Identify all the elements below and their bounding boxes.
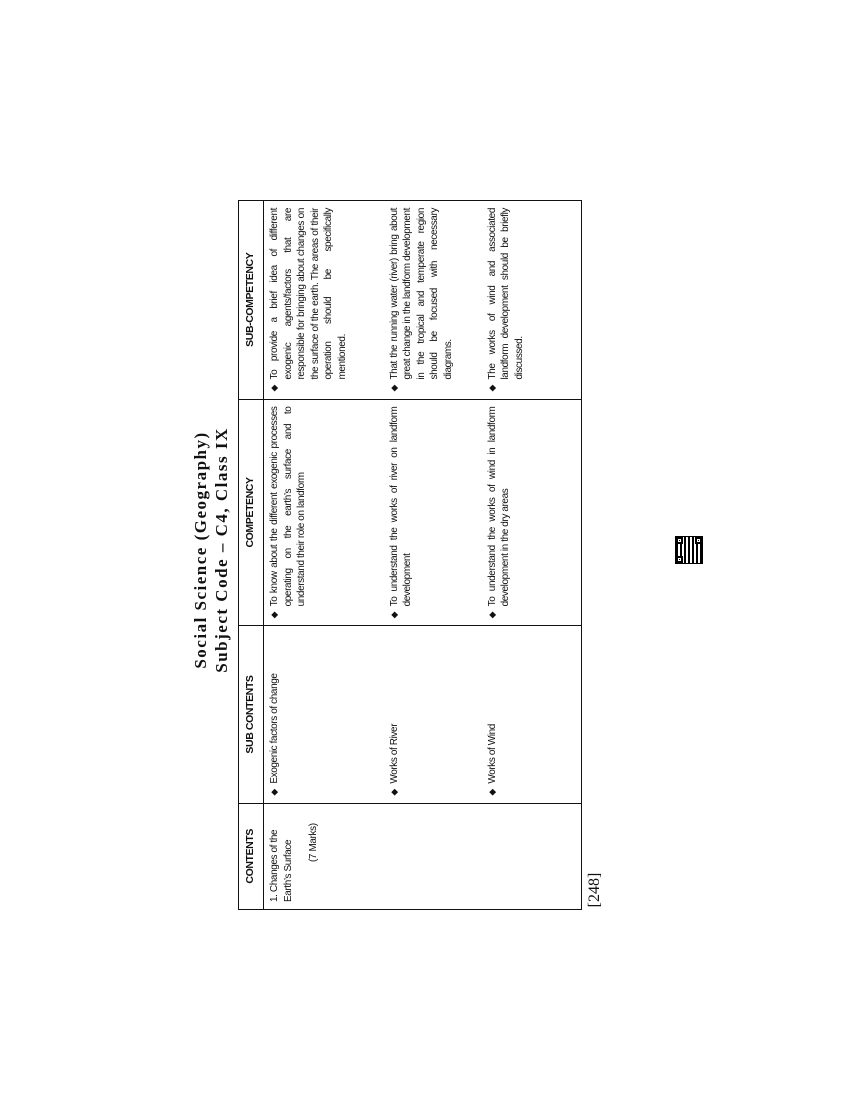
sub-competency-text: That the running water (river) bring about great change in the landform development in the tropical and temperate region should be focused with necessary diagrams.: [388, 208, 454, 380]
competency-text: To understand the works of river on landform development: [388, 406, 413, 607]
header-sub-contents: SUB CONTENTS: [239, 626, 264, 803]
sub-content-text: Works of Wind: [486, 724, 498, 784]
sub-content-text: Works of River: [388, 723, 400, 784]
competency-cell: [264, 399, 384, 626]
sub-competency-cell: [482, 201, 582, 400]
header-contents: CONTENTS: [239, 803, 264, 909]
sub-content-cell: [482, 626, 582, 803]
sub-competency-cell: [384, 201, 482, 400]
page-number: [248]: [586, 872, 603, 908]
content-marks: (7 Marks): [308, 823, 319, 862]
table-row: [264, 201, 384, 910]
rotated-page-content: [190, 190, 660, 910]
title-line-1: Social Science (Geography): [191, 431, 210, 669]
curriculum-table: [238, 200, 582, 910]
sub-competency-cell: [264, 201, 384, 400]
content-topic: 1. Changes of the Earth’s Surface: [269, 829, 294, 902]
competency-text: To understand the works of wind in landform development in the dry areas: [486, 406, 511, 607]
table-row: [482, 201, 582, 910]
bullet-icon: ◆: [269, 611, 279, 619]
bullet-icon: ◆: [388, 611, 399, 619]
competency-text: To know about the different exogenic processes operating on the earth’s surface and to understand their role on landform: [269, 406, 307, 607]
sub-content-cell: [384, 626, 482, 803]
sub-content-cell: [264, 626, 384, 803]
sub-content-text: Exogenic factors of change: [269, 673, 280, 784]
title-line-2: Subject Code – C4, Class IX: [212, 427, 231, 673]
page-title: [190, 190, 232, 910]
table-header-row: [239, 201, 264, 910]
sub-competency-text: The works of wind and associated landform development should be briefly discussed.: [486, 208, 525, 380]
bullet-icon: ◆: [388, 789, 399, 796]
competency-cell: [482, 399, 582, 626]
competency-cell: [384, 399, 482, 626]
qr-code-icon: [676, 537, 702, 563]
bullet-icon: ◆: [486, 385, 497, 392]
contents-cell: [482, 803, 582, 909]
bullet-icon: ◆: [388, 385, 399, 392]
header-sub-competency: SUB-COMPETENCY: [239, 201, 264, 400]
contents-cell: [384, 803, 482, 909]
contents-cell: [264, 803, 384, 909]
header-competency: COMPETENCY: [239, 399, 264, 626]
sub-competency-text: To provide a brief idea of different exogenic agents/factors that are responsible for bringing about changes on the surface of the earth. The areas of their operation should be specifically mentioned.: [269, 208, 348, 380]
bullet-icon: ◆: [269, 789, 279, 796]
bullet-icon: ◆: [486, 611, 497, 619]
bullet-icon: ◆: [486, 789, 497, 796]
bullet-icon: ◆: [269, 385, 279, 392]
table-row: [384, 201, 482, 910]
